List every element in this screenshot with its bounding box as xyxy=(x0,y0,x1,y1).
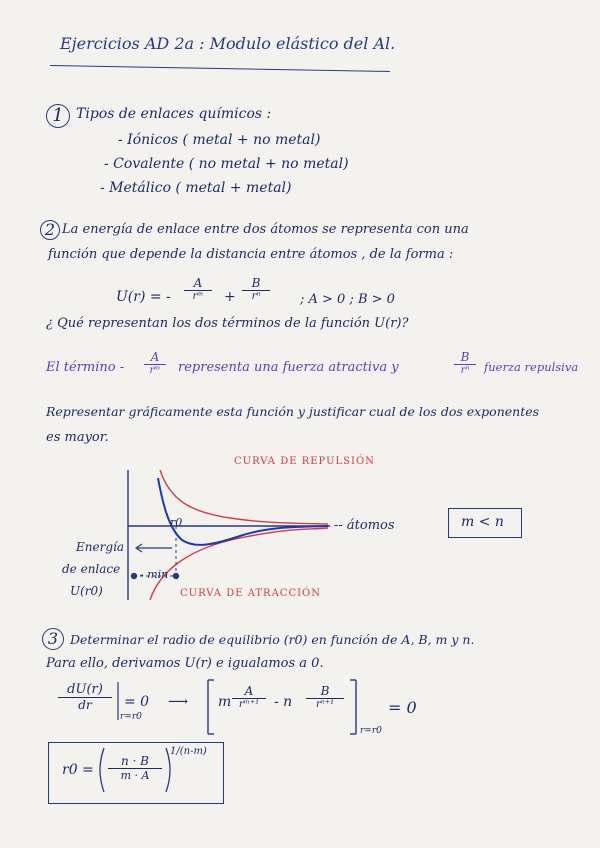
s3-bracket-B-frac xyxy=(306,684,344,710)
min-dot xyxy=(173,573,179,579)
page-title: Ejercicios AD 2a : Modulo elástico del Al. xyxy=(60,34,396,53)
frac-num: A xyxy=(232,684,266,699)
s1-item-ionic: - Iónicos ( metal + no metal) xyxy=(118,132,321,148)
s2-line2: función que depende la distancia entre átomos , de la forma : xyxy=(48,247,454,262)
s3-line1: Determinar el radio de equilibrio (r0) en función de A, B, m y n. xyxy=(70,632,475,647)
s1-item-metallic: - Metálico ( metal + metal) xyxy=(100,180,292,196)
section-1-number: 1 xyxy=(46,104,70,128)
potential-curve xyxy=(158,478,328,545)
frac-den: dr xyxy=(78,698,92,712)
s2-formula-lhs: U(r) = - xyxy=(116,289,171,305)
section-3-number: 3 xyxy=(42,628,64,650)
s1-item-covalent: - Covalente ( no metal + no metal) xyxy=(104,156,349,172)
frac-num: B xyxy=(454,350,476,365)
s3-deriv-eq: = 0 xyxy=(124,694,150,710)
frac-den: rᵐ xyxy=(149,365,161,376)
label-attraction: CURVA DE ATRACCIÓN xyxy=(180,588,321,599)
s2-line1: La energía de enlace entre dos átomos se representa con una xyxy=(62,222,469,237)
s2-task-line1: Representar gráficamente esta función y justificar cual de los dos exponentes xyxy=(46,404,540,419)
exponent-box-text: m < n xyxy=(461,514,504,530)
s2-answer-post: fuerza repulsiva xyxy=(484,360,579,374)
frac-den: rᵐ⁺¹ xyxy=(238,699,260,710)
result-exponent: 1/(n-m) xyxy=(170,746,207,757)
section-2-number: 2 xyxy=(40,220,60,240)
s2-answer-mid: representa una fuerza atractiva y xyxy=(178,360,399,375)
s2-formula-conditions: ; A > 0 ; B > 0 xyxy=(300,292,395,307)
s2-question: ¿ Qué representan los dos términos de la función U(r)? xyxy=(46,316,409,331)
frac-num: n · B xyxy=(108,754,162,769)
s3-bracket-minus-n: - n xyxy=(274,694,293,710)
s3-bracket-eq: = 0 xyxy=(388,698,417,717)
s3-bracket-A-frac xyxy=(232,684,266,710)
s3-arrow: ⟶ xyxy=(168,694,189,710)
label-repulsion: CURVA DE REPULSIÓN xyxy=(234,456,375,467)
min-dot-axis xyxy=(131,573,137,579)
frac-den: rⁿ xyxy=(251,291,261,302)
label-r0: r0 xyxy=(170,516,183,529)
s2-answer-pre: El término - xyxy=(46,360,125,375)
frac-num: B xyxy=(306,684,344,699)
frac-den: rⁿ⁺¹ xyxy=(315,699,335,710)
label-energy-2: de enlace xyxy=(62,562,121,576)
s3-deriv-sub: r=r0 xyxy=(120,712,142,722)
result-lhs: r0 = xyxy=(62,762,94,778)
frac-num: dU(r) xyxy=(58,682,112,698)
frac-num: A xyxy=(144,350,166,365)
s3-bracket-sub: r=r0 xyxy=(360,726,382,736)
label-atoms: -- átomos xyxy=(334,518,395,533)
result-frac xyxy=(108,754,162,782)
s2-task-line2: es mayor. xyxy=(46,430,109,445)
frac-num: B xyxy=(242,276,270,291)
exponent-box xyxy=(448,508,522,538)
label-min: - min xyxy=(140,568,169,581)
frac-den: m · A xyxy=(120,769,150,782)
s2-formula-plus: + xyxy=(224,289,236,305)
label-energy-3: U(r0) xyxy=(70,584,103,598)
label-energy-1: Energía xyxy=(76,540,124,554)
frac-den: rⁿ xyxy=(460,365,470,376)
s3-bracket-m: m xyxy=(218,694,232,710)
frac-num: A xyxy=(184,276,212,291)
frac-den: rᵐ xyxy=(192,291,204,302)
s3-derivative xyxy=(58,682,112,712)
s3-line2: Para ello, derivamos U(r) e igualamos a 0. xyxy=(46,656,324,671)
s1-heading: Tipos de enlaces químicos : xyxy=(76,106,272,122)
repulsion-curve xyxy=(160,470,328,524)
